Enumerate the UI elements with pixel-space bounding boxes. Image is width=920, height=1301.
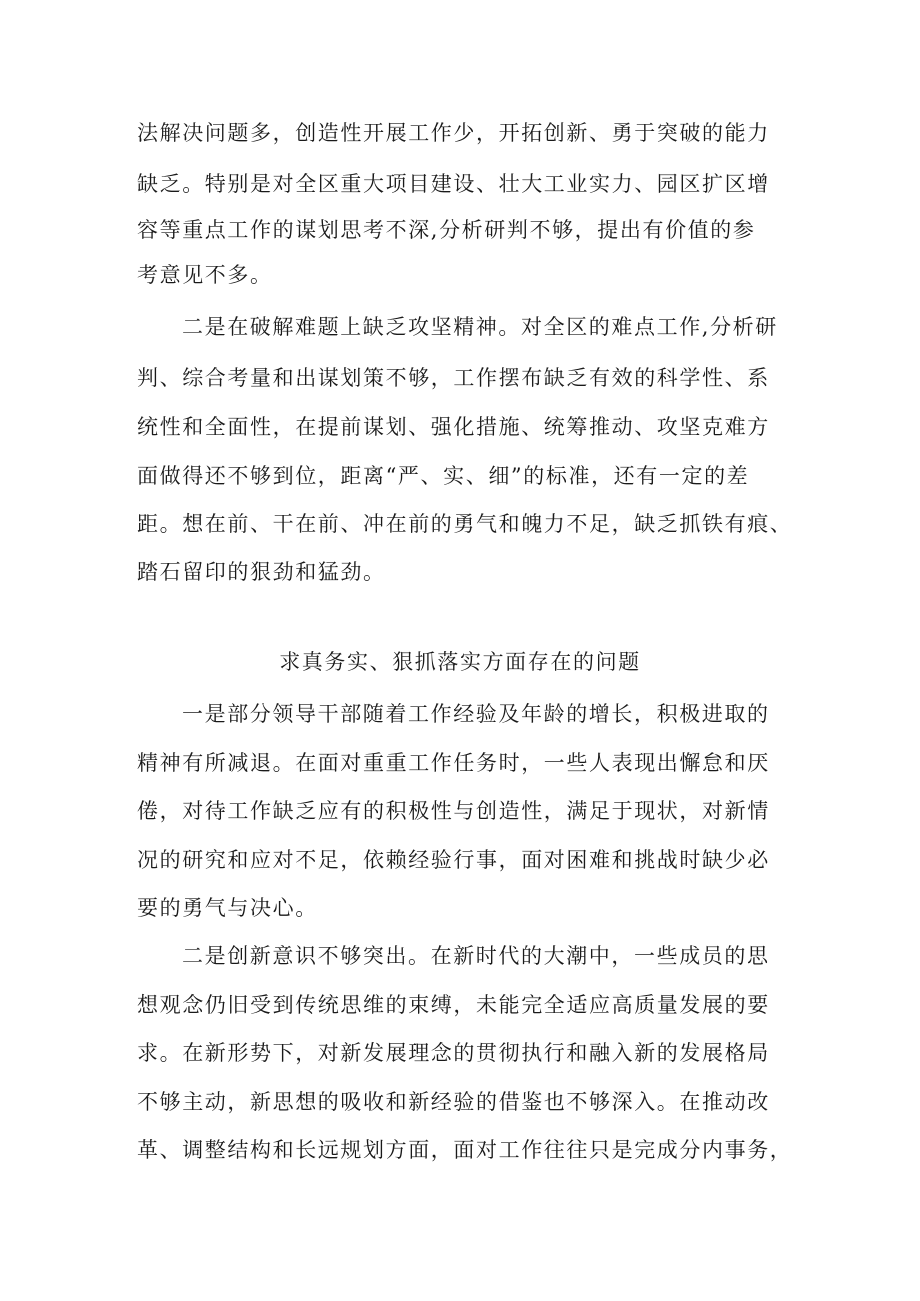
- text-line: 面做得还不够到位，距离“严、实、细”的标准，还有一定的差: [137, 464, 750, 488]
- text-line: 容等重点工作的谋划思考不深,分析研判不够，提出有价值的参: [137, 218, 756, 242]
- text-line: 考意见不多。: [137, 263, 273, 287]
- text-line: 要的勇气与决心。: [137, 896, 318, 920]
- text-line: 革、调整结构和长远规划方面，面对工作往往只是完成分内事务，: [137, 1138, 793, 1162]
- text-line: 一是部分领导干部随着工作经验及年龄的增长，积极进取的: [182, 702, 770, 726]
- text-line: 踏石留印的狠劲和猛劲。: [137, 560, 386, 584]
- text-line: 判、综合考量和出谋划策不够，工作摆布缺乏有效的科学性、系: [137, 366, 770, 390]
- text-line: 统性和全面性，在提前谋划、强化措施、统筹推动、攻坚克难方: [137, 415, 770, 439]
- text-line: 法解决问题多，创造性开展工作少，开拓创新、勇于突破的能力: [137, 121, 770, 145]
- text-line: 况的研究和应对不足，依赖经验行事，面对困难和挑战时缺少必: [137, 848, 770, 872]
- text-line: 倦，对待工作缺乏应有的积极性与创造性，满足于现状，对新情: [137, 799, 770, 823]
- text-line: 二是创新意识不够突出。在新时代的大潮中，一些成员的思: [182, 944, 770, 968]
- text-line: 二是在破解难题上缺乏攻坚精神。对全区的难点工作,分析研: [182, 315, 778, 339]
- text-line: 不够主动，新思想的吸收和新经验的借鉴也不够深入。在推动改: [137, 1090, 770, 1114]
- text-line: 求。在新形势下，对新发展理念的贯彻执行和融入新的发展格局: [137, 1041, 770, 1065]
- text-line: 想观念仍旧受到传统思维的束缚，未能完全适应高质量发展的要: [137, 993, 770, 1017]
- text-line: 缺乏。特别是对全区重大项目建设、壮大工业实力、园区扩区增: [137, 172, 770, 196]
- section-heading: 求真务实、狠抓落实方面存在的问题: [279, 650, 641, 674]
- text-line: 距。想在前、干在前、冲在前的勇气和魄力不足，缺乏抓铁有痕、: [137, 512, 793, 536]
- text-line: 精神有所减退。在面对重重工作任务时，一些人表现出懈怠和厌: [137, 751, 770, 775]
